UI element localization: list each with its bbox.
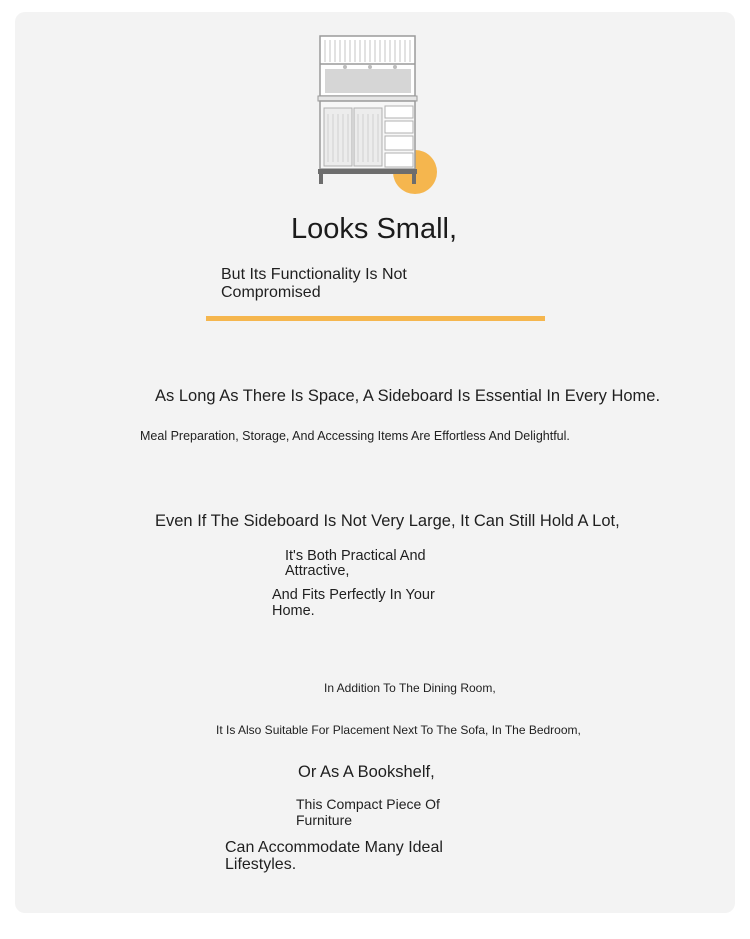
section3-line1: In Addition To The Dining Room, [324, 681, 496, 695]
page-title: Looks Small, [291, 213, 458, 245]
page-subtitle: But Its Functionality Is Not Compromised [221, 266, 407, 301]
sideboard-cabinet-icon [315, 34, 455, 199]
section3-line2: It Is Also Suitable For Placement Next To The Sofa, In The Bedroom, [216, 723, 581, 737]
section1-text: Meal Preparation, Storage, And Accessing Items Are Effortless And Delightful. [140, 429, 570, 443]
title-underline [206, 316, 545, 321]
section3-line5: Can Accommodate Many Ideal Lifestyles. [225, 839, 443, 873]
content-card [15, 12, 735, 913]
section1-heading: As Long As There Is Space, A Sideboard Is Essential In Every Home. [155, 387, 661, 405]
section2-heading: Even If The Sideboard Is Not Very Large, It Can Still Hold A Lot, [155, 512, 620, 530]
section3-line3: Or As A Bookshelf, [298, 763, 435, 781]
section2-line2: And Fits Perfectly In Your Home. [272, 587, 435, 619]
section2-line1: It's Both Practical And Attractive, [285, 548, 426, 579]
section3-line4: This Compact Piece Of Furniture [296, 796, 440, 828]
